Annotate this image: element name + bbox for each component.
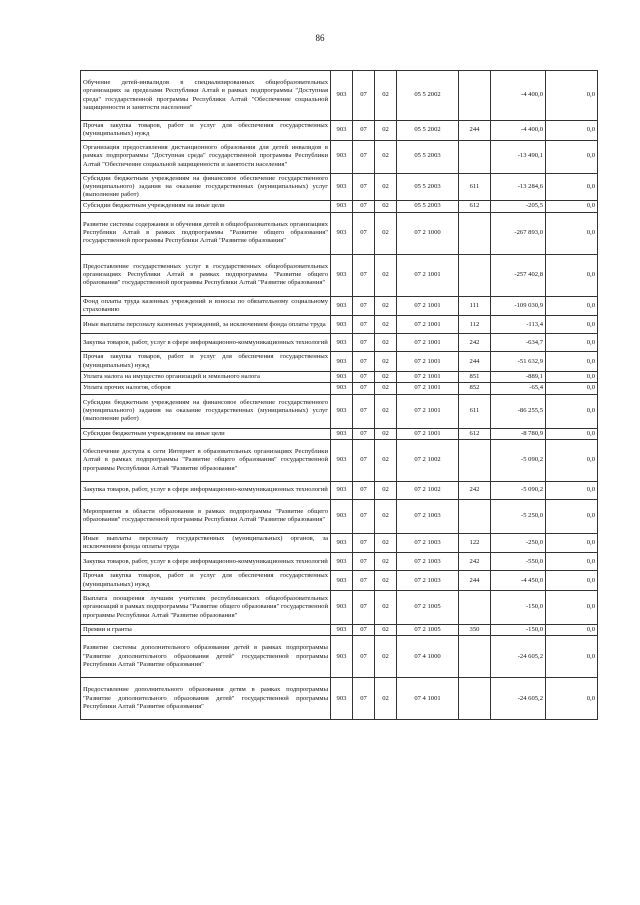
cell-amount: -4 450,0 xyxy=(491,571,546,591)
budget-table xyxy=(80,70,598,720)
table-row xyxy=(81,481,598,499)
cell-amount-next: 0,0 xyxy=(546,296,598,316)
cell-amount-next: 0,0 xyxy=(546,383,598,394)
cell-ministry-code: 903 xyxy=(331,553,353,571)
cell-amount-next: 0,0 xyxy=(546,121,598,141)
cell-ministry-code: 903 xyxy=(331,212,353,254)
table-row xyxy=(81,316,598,334)
cell-section-code: 07 xyxy=(353,428,375,439)
row-description: Субсидии бюджетным учреждениям на финансовое обеспечение государственного (муниципального) задания на оказание государственных (муниципальных) услуг (выполнение работ) xyxy=(81,394,331,428)
cell-ministry-code: 903 xyxy=(331,394,353,428)
table-row xyxy=(81,553,598,571)
cell-section-code: 07 xyxy=(353,316,375,334)
cell-section-code: 07 xyxy=(353,71,375,121)
cell-amount-next: 0,0 xyxy=(546,371,598,382)
cell-target-article: 07 2 1001 xyxy=(397,394,459,428)
table-row xyxy=(81,533,598,553)
cell-section-code: 07 xyxy=(353,334,375,352)
cell-subsection-code: 02 xyxy=(375,140,397,173)
table-row xyxy=(81,678,598,720)
row-description: Организация предоставления дистанционного образования для детей инвалидов в рамках подпрограммы "Доступная среда" государственной программы Республики Алтай "Обеспечение социальной защищенности и занятости населения" xyxy=(81,140,331,173)
cell-expense-type: 611 xyxy=(459,173,491,201)
table-row xyxy=(81,173,598,201)
cell-section-code: 07 xyxy=(353,212,375,254)
cell-target-article: 07 2 1001 xyxy=(397,254,459,296)
cell-amount-next: 0,0 xyxy=(546,212,598,254)
cell-subsection-code: 02 xyxy=(375,334,397,352)
cell-section-code: 07 xyxy=(353,533,375,553)
table-row xyxy=(81,383,598,394)
cell-target-article: 05 5 2002 xyxy=(397,71,459,121)
cell-amount: -86 255,5 xyxy=(491,394,546,428)
row-description: Выплата поощрения лучшим учителям республиканских общеобразовательных организаций в рамках подпрограммы "Развитие общего образования" государственной программы Республики Алтай "Развитие образования" xyxy=(81,591,331,625)
cell-section-code: 07 xyxy=(353,383,375,394)
cell-subsection-code: 02 xyxy=(375,428,397,439)
cell-amount-next: 0,0 xyxy=(546,533,598,553)
cell-target-article: 05 5 2003 xyxy=(397,140,459,173)
cell-ministry-code: 903 xyxy=(331,254,353,296)
cell-amount-next: 0,0 xyxy=(546,352,598,372)
cell-ministry-code: 903 xyxy=(331,121,353,141)
cell-target-article: 07 2 1001 xyxy=(397,371,459,382)
row-description: Закупка товаров, работ, услуг в сфере информационно-коммуникационных технологий xyxy=(81,334,331,352)
cell-subsection-code: 02 xyxy=(375,439,397,481)
cell-target-article: 05 5 2003 xyxy=(397,201,459,212)
row-description: Субсидии бюджетным учреждениям на иные цели xyxy=(81,428,331,439)
cell-target-article: 07 2 1001 xyxy=(397,428,459,439)
row-description: Прочая закупка товаров, работ и услуг для обеспечения государственных (муниципальных) нужд xyxy=(81,121,331,141)
cell-target-article: 07 2 1002 xyxy=(397,481,459,499)
cell-amount: -24 605,2 xyxy=(491,678,546,720)
row-description: Развитие системы дополнительного образования детей в рамках подпрограммы "Развитие дополнительного образования детей" государственной программы Республики Алтай "Развитие образования" xyxy=(81,636,331,678)
row-description: Обеспечение доступа к сети Интернет в образовательных организациях Республики Алтай в рамках подпрограммы "Развитие общего образования" государственной программы Республики Алтай "Развитие образования" xyxy=(81,439,331,481)
cell-amount-next: 0,0 xyxy=(546,439,598,481)
cell-subsection-code: 02 xyxy=(375,254,397,296)
cell-amount: -205,5 xyxy=(491,201,546,212)
cell-expense-type: 242 xyxy=(459,553,491,571)
cell-subsection-code: 02 xyxy=(375,636,397,678)
row-description: Обучение детей-инвалидов в специализированных общеобразовательных организациях за пределами Республики Алтай в рамках подпрограммы "Доступная среда" государственной программы Республики Алтай "Обеспечение социальной защищенности и занятости населения" xyxy=(81,71,331,121)
cell-ministry-code: 903 xyxy=(331,173,353,201)
row-description: Премии и гранты xyxy=(81,625,331,636)
row-description: Предоставление государственных услуг в государственных общеобразовательных организациях Республики Алтай в рамках подпрограммы "Развитие общего образования" государственной программы Республики Алтай "Развитие образования" xyxy=(81,254,331,296)
cell-amount: -250,0 xyxy=(491,533,546,553)
cell-amount-next: 0,0 xyxy=(546,625,598,636)
cell-target-article: 07 2 1003 xyxy=(397,553,459,571)
table-row xyxy=(81,499,598,533)
cell-section-code: 07 xyxy=(353,678,375,720)
cell-ministry-code: 903 xyxy=(331,499,353,533)
cell-expense-type: 851 xyxy=(459,371,491,382)
cell-section-code: 07 xyxy=(353,394,375,428)
cell-ministry-code: 903 xyxy=(331,428,353,439)
table-row xyxy=(81,212,598,254)
row-description: Иные выплаты персоналу казенных учреждений, за исключением фонда оплаты труда xyxy=(81,316,331,334)
table-row xyxy=(81,352,598,372)
cell-expense-type xyxy=(459,254,491,296)
cell-ministry-code: 903 xyxy=(331,571,353,591)
cell-subsection-code: 02 xyxy=(375,173,397,201)
cell-expense-type xyxy=(459,140,491,173)
cell-amount-next: 0,0 xyxy=(546,201,598,212)
cell-amount: -150,0 xyxy=(491,591,546,625)
cell-target-article: 07 2 1002 xyxy=(397,439,459,481)
row-description: Субсидии бюджетным учреждениям на финансовое обеспечение государственного (муниципального) задания на оказание государственных (муниципальных) услуг (выполнение работ) xyxy=(81,173,331,201)
table-row xyxy=(81,121,598,141)
row-description: Предоставление дополнительного образования детям в рамках подпрограммы "Развитие дополнительного образования детей" государственной программы Республики Алтай "Развитие образования" xyxy=(81,678,331,720)
cell-amount: -150,0 xyxy=(491,625,546,636)
cell-ministry-code: 903 xyxy=(331,678,353,720)
cell-section-code: 07 xyxy=(353,201,375,212)
cell-amount-next: 0,0 xyxy=(546,499,598,533)
cell-subsection-code: 02 xyxy=(375,121,397,141)
table-row xyxy=(81,571,598,591)
cell-subsection-code: 02 xyxy=(375,481,397,499)
cell-amount: -5 090,2 xyxy=(491,481,546,499)
cell-ministry-code: 903 xyxy=(331,481,353,499)
cell-expense-type: 122 xyxy=(459,533,491,553)
cell-amount-next: 0,0 xyxy=(546,334,598,352)
cell-amount: -5 250,0 xyxy=(491,499,546,533)
cell-amount: -550,0 xyxy=(491,553,546,571)
cell-target-article: 07 2 1001 xyxy=(397,352,459,372)
cell-expense-type: 350 xyxy=(459,625,491,636)
cell-ministry-code: 903 xyxy=(331,533,353,553)
row-description: Субсидии бюджетным учреждениям на иные цели xyxy=(81,201,331,212)
cell-section-code: 07 xyxy=(353,625,375,636)
table-row xyxy=(81,439,598,481)
cell-expense-type: 111 xyxy=(459,296,491,316)
cell-target-article: 07 2 1001 xyxy=(397,383,459,394)
cell-ministry-code: 903 xyxy=(331,371,353,382)
cell-amount: -889,1 xyxy=(491,371,546,382)
table-row xyxy=(81,394,598,428)
cell-amount-next: 0,0 xyxy=(546,428,598,439)
cell-ministry-code: 903 xyxy=(331,383,353,394)
cell-expense-type: 611 xyxy=(459,394,491,428)
table-row xyxy=(81,254,598,296)
cell-section-code: 07 xyxy=(353,499,375,533)
cell-expense-type: 112 xyxy=(459,316,491,334)
cell-ministry-code: 903 xyxy=(331,439,353,481)
table-row xyxy=(81,296,598,316)
cell-amount: -4 400,0 xyxy=(491,121,546,141)
cell-subsection-code: 02 xyxy=(375,296,397,316)
cell-target-article: 07 2 1003 xyxy=(397,499,459,533)
cell-amount: -13 284,6 xyxy=(491,173,546,201)
row-description: Закупка товаров, работ, услуг в сфере информационно-коммуникационных технологий xyxy=(81,553,331,571)
cell-subsection-code: 02 xyxy=(375,571,397,591)
cell-subsection-code: 02 xyxy=(375,533,397,553)
cell-ministry-code: 903 xyxy=(331,625,353,636)
cell-subsection-code: 02 xyxy=(375,591,397,625)
row-description: Иные выплаты персоналу государственных (муниципальных) органов, за исключением фонда оплаты труда xyxy=(81,533,331,553)
cell-target-article: 07 2 1003 xyxy=(397,533,459,553)
cell-section-code: 07 xyxy=(353,173,375,201)
cell-section-code: 07 xyxy=(353,296,375,316)
row-description: Уплата налога на имущество организаций и земельного налога xyxy=(81,371,331,382)
cell-target-article: 07 2 1003 xyxy=(397,571,459,591)
cell-amount: -4 400,0 xyxy=(491,71,546,121)
cell-expense-type: 242 xyxy=(459,481,491,499)
cell-subsection-code: 02 xyxy=(375,71,397,121)
table-body xyxy=(81,71,598,720)
table-row xyxy=(81,371,598,382)
page-number: 86 xyxy=(315,33,325,43)
cell-subsection-code: 02 xyxy=(375,201,397,212)
cell-ministry-code: 903 xyxy=(331,591,353,625)
cell-amount-next: 0,0 xyxy=(546,553,598,571)
cell-target-article: 07 2 1001 xyxy=(397,316,459,334)
cell-expense-type xyxy=(459,439,491,481)
cell-expense-type: 612 xyxy=(459,428,491,439)
cell-expense-type xyxy=(459,71,491,121)
cell-subsection-code: 02 xyxy=(375,212,397,254)
cell-amount-next: 0,0 xyxy=(546,71,598,121)
cell-target-article: 07 4 1000 xyxy=(397,636,459,678)
cell-ministry-code: 903 xyxy=(331,296,353,316)
cell-ministry-code: 903 xyxy=(331,201,353,212)
cell-expense-type xyxy=(459,212,491,254)
cell-section-code: 07 xyxy=(353,140,375,173)
cell-target-article: 07 2 1005 xyxy=(397,591,459,625)
cell-subsection-code: 02 xyxy=(375,625,397,636)
cell-section-code: 07 xyxy=(353,591,375,625)
cell-subsection-code: 02 xyxy=(375,553,397,571)
cell-subsection-code: 02 xyxy=(375,352,397,372)
cell-amount-next: 0,0 xyxy=(546,173,598,201)
cell-subsection-code: 02 xyxy=(375,499,397,533)
cell-ministry-code: 903 xyxy=(331,316,353,334)
cell-amount: -24 605,2 xyxy=(491,636,546,678)
cell-amount: -5 090,2 xyxy=(491,439,546,481)
row-description: Развитие системы содержания и обучения детей в общеобразовательных организациях Республики Алтай в рамках подпрограммы "Развитие общего образования" государственной программы Республики Алтай "Развитие образования" xyxy=(81,212,331,254)
cell-expense-type: 244 xyxy=(459,352,491,372)
cell-section-code: 07 xyxy=(353,254,375,296)
cell-amount-next: 0,0 xyxy=(546,140,598,173)
table-row xyxy=(81,591,598,625)
cell-expense-type xyxy=(459,499,491,533)
cell-amount-next: 0,0 xyxy=(546,571,598,591)
cell-amount-next: 0,0 xyxy=(546,254,598,296)
cell-amount-next: 0,0 xyxy=(546,316,598,334)
cell-expense-type: 242 xyxy=(459,334,491,352)
row-description: Прочая закупка товаров, работ и услуг для обеспечения государственных (муниципальных) нужд xyxy=(81,352,331,372)
cell-amount-next: 0,0 xyxy=(546,591,598,625)
cell-amount: -8 780,9 xyxy=(491,428,546,439)
cell-section-code: 07 xyxy=(353,571,375,591)
cell-amount: -109 030,9 xyxy=(491,296,546,316)
cell-amount: -113,4 xyxy=(491,316,546,334)
cell-section-code: 07 xyxy=(353,352,375,372)
cell-section-code: 07 xyxy=(353,371,375,382)
row-description: Прочая закупка товаров, работ и услуг для обеспечения государственных (муниципальных) нужд xyxy=(81,571,331,591)
table-row xyxy=(81,636,598,678)
cell-subsection-code: 02 xyxy=(375,383,397,394)
table-row xyxy=(81,71,598,121)
cell-target-article: 05 5 2003 xyxy=(397,173,459,201)
row-description: Закупка товаров, работ, услуг в сфере информационно-коммуникационных технологий xyxy=(81,481,331,499)
cell-section-code: 07 xyxy=(353,439,375,481)
table-row xyxy=(81,625,598,636)
cell-expense-type: 244 xyxy=(459,121,491,141)
cell-subsection-code: 02 xyxy=(375,316,397,334)
row-description: Уплата прочих налогов, сборов xyxy=(81,383,331,394)
cell-section-code: 07 xyxy=(353,636,375,678)
cell-ministry-code: 903 xyxy=(331,352,353,372)
cell-target-article: 07 2 1001 xyxy=(397,296,459,316)
cell-amount: -13 490,1 xyxy=(491,140,546,173)
cell-subsection-code: 02 xyxy=(375,678,397,720)
cell-ministry-code: 903 xyxy=(331,334,353,352)
cell-expense-type xyxy=(459,678,491,720)
cell-amount: -634,7 xyxy=(491,334,546,352)
cell-ministry-code: 903 xyxy=(331,71,353,121)
cell-amount: -51 632,9 xyxy=(491,352,546,372)
cell-expense-type: 852 xyxy=(459,383,491,394)
table-row xyxy=(81,201,598,212)
cell-amount-next: 0,0 xyxy=(546,481,598,499)
cell-expense-type: 612 xyxy=(459,201,491,212)
cell-amount-next: 0,0 xyxy=(546,678,598,720)
cell-target-article: 07 4 1001 xyxy=(397,678,459,720)
cell-expense-type: 244 xyxy=(459,571,491,591)
cell-target-article: 07 2 1000 xyxy=(397,212,459,254)
cell-section-code: 07 xyxy=(353,481,375,499)
row-description: Мероприятия в области образования в рамках подпрограммы "Развитие общего образования" государственной программы Республики Алтай "Развитие образования" xyxy=(81,499,331,533)
table-row xyxy=(81,140,598,173)
cell-expense-type xyxy=(459,636,491,678)
row-description: Фонд оплаты труда казенных учреждений и взносы по обязательному социальному страхованию xyxy=(81,296,331,316)
cell-amount-next: 0,0 xyxy=(546,636,598,678)
table-row xyxy=(81,428,598,439)
cell-amount: -267 893,0 xyxy=(491,212,546,254)
cell-target-article: 05 5 2002 xyxy=(397,121,459,141)
cell-section-code: 07 xyxy=(353,121,375,141)
table-row xyxy=(81,334,598,352)
cell-amount: -257 402,8 xyxy=(491,254,546,296)
cell-ministry-code: 903 xyxy=(331,636,353,678)
cell-amount: -65,4 xyxy=(491,383,546,394)
cell-ministry-code: 903 xyxy=(331,140,353,173)
cell-section-code: 07 xyxy=(353,553,375,571)
cell-expense-type xyxy=(459,591,491,625)
cell-amount-next: 0,0 xyxy=(546,394,598,428)
cell-target-article: 07 2 1005 xyxy=(397,625,459,636)
cell-target-article: 07 2 1001 xyxy=(397,334,459,352)
cell-subsection-code: 02 xyxy=(375,394,397,428)
cell-subsection-code: 02 xyxy=(375,371,397,382)
